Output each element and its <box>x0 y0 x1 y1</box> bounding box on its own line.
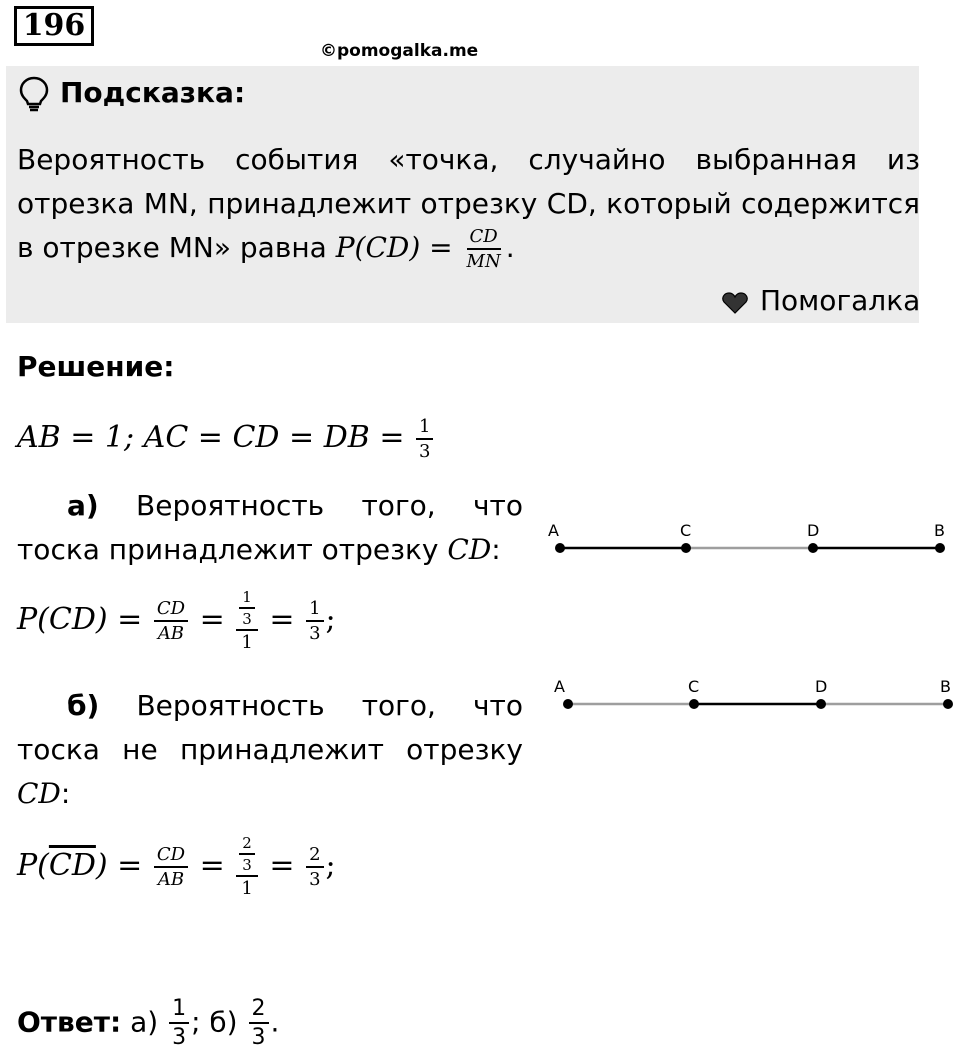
formula-b: $P(\overline{CD})$ = $\frac{CD}{AB}$ = $\frac{\frac{2}{3}}{1}$ = $\frac{2}{3}$ ; <box>17 834 336 899</box>
formula-a-frac3-num: 1 <box>306 600 323 622</box>
formula-a-frac1-den: AB <box>157 622 185 644</box>
formula-b-lhs-end: ) = <box>95 848 143 883</box>
formula-b-frac1-num: CD <box>154 846 188 868</box>
hint-formula-end: . <box>505 231 515 264</box>
point-b <box>943 699 953 709</box>
given-fraction <box>416 415 433 462</box>
given-line <box>17 408 435 468</box>
formula-a-frac3-den: 3 <box>309 622 321 644</box>
point-a <box>555 543 565 553</box>
formula-b-frac2-den: 1 <box>241 878 253 899</box>
part-a-colon: : <box>491 533 501 566</box>
answer-a-den: 3 <box>172 1025 187 1050</box>
formula-b-frac2-inner <box>239 836 255 873</box>
given-fraction-num: 1 <box>416 418 433 440</box>
formula-b-lhs-cd: $\overline{CD}$ <box>48 848 96 883</box>
hint-fraction-den: MN <box>466 251 501 272</box>
part-b-text <box>17 684 523 816</box>
label-b: B <box>934 521 945 540</box>
watermark: ©pomogalka.me <box>320 41 479 61</box>
label-a: A <box>554 677 565 696</box>
hint-formula <box>335 226 506 272</box>
formula-a-frac1-num: CD <box>154 600 188 622</box>
hint-formula-lhs: P(CD) = <box>335 231 453 264</box>
answer-a-num: 1 <box>169 998 189 1024</box>
part-a-math: CD <box>447 533 492 566</box>
formula-a-lhs: P(CD) = <box>17 602 143 637</box>
part-b-colon: : <box>60 777 71 810</box>
hint-fraction <box>464 228 504 271</box>
hint-title: Подсказка: <box>60 76 246 109</box>
formula-b-frac2-inner-num: 2 <box>239 836 255 855</box>
part-a-text <box>17 484 523 572</box>
formula-a-end: ; <box>325 602 336 637</box>
part-a-body: Вероятность того, что тоска принадлежит отрезку <box>17 489 523 566</box>
answer-a-label: а) <box>130 1005 159 1039</box>
part-a-label: а) <box>67 489 99 522</box>
lightbulb-icon <box>18 76 50 112</box>
formula-b-frac3-den: 3 <box>309 868 321 890</box>
formula-a-frac2-inner <box>239 590 255 627</box>
formula-a-frac3 <box>306 597 323 644</box>
point-b <box>935 543 945 553</box>
formula-b-frac1 <box>154 843 188 890</box>
point-c <box>681 543 691 553</box>
hint-fraction-num: CD <box>467 228 501 250</box>
formula-b-lhs-p: P( <box>17 848 49 883</box>
answer-a-fraction <box>169 998 189 1049</box>
formula-b-frac2 <box>236 836 258 898</box>
label-d: D <box>815 677 828 696</box>
formula-a-frac1 <box>154 597 188 644</box>
formula-a-frac2-den: 1 <box>241 632 253 653</box>
brand-label: Помогалка <box>760 284 921 317</box>
solution-title: Решение: <box>17 350 175 383</box>
label-c: C <box>688 677 700 696</box>
formula-a-frac2-inner-num: 1 <box>239 590 255 609</box>
answer-end: . <box>270 1005 280 1039</box>
hint-text <box>17 138 920 271</box>
point-c <box>689 699 699 709</box>
formula-b-frac2-inner-den: 3 <box>242 856 252 874</box>
formula-b-frac3-num: 2 <box>306 846 323 868</box>
formula-b-end: ; <box>325 848 336 883</box>
label-d: D <box>807 521 820 540</box>
given-fraction-den: 3 <box>419 440 431 462</box>
point-d <box>816 699 826 709</box>
point-a <box>563 699 573 709</box>
segment-diagram-b <box>540 676 960 726</box>
answer-separator: ; б) <box>191 1005 238 1039</box>
heart-icon <box>722 292 748 314</box>
formula-a-frac2 <box>236 590 258 652</box>
segment-diagram-a <box>540 520 960 570</box>
answer-b-den: 3 <box>251 1025 266 1050</box>
task-number: 196 <box>14 6 94 46</box>
label-c: C <box>680 521 692 540</box>
given-text: AB = 1; AC = CD = DB = <box>17 420 405 455</box>
point-d <box>808 543 818 553</box>
hint-body: Вероятность события «точка, случайно выбранная из отрезка MN, принадлежит отрезку CD, который содержится в отрезке MN» равна <box>17 143 920 264</box>
answer-line <box>17 998 279 1049</box>
answer-b-num: 2 <box>249 998 269 1024</box>
answer-b-fraction <box>249 998 269 1049</box>
formula-a: P(CD) = $\frac{CD}{AB}$ = $\frac{\frac{1}{3}}{1}$ = $\frac{1}{3}$ ; <box>17 588 336 653</box>
label-a: A <box>548 521 559 540</box>
label-b: B <box>940 677 951 696</box>
formula-b-frac1-den: AB <box>157 868 185 890</box>
part-b-body: Вероятность того, что тоска не принадлежит отрезку <box>17 689 523 766</box>
formula-a-frac2-inner-den: 3 <box>242 610 252 628</box>
formula-b-frac3 <box>306 843 323 890</box>
part-b-math: CD <box>17 777 61 810</box>
part-b-label: б) <box>67 689 100 722</box>
answer-label: Ответ: <box>17 1005 122 1039</box>
